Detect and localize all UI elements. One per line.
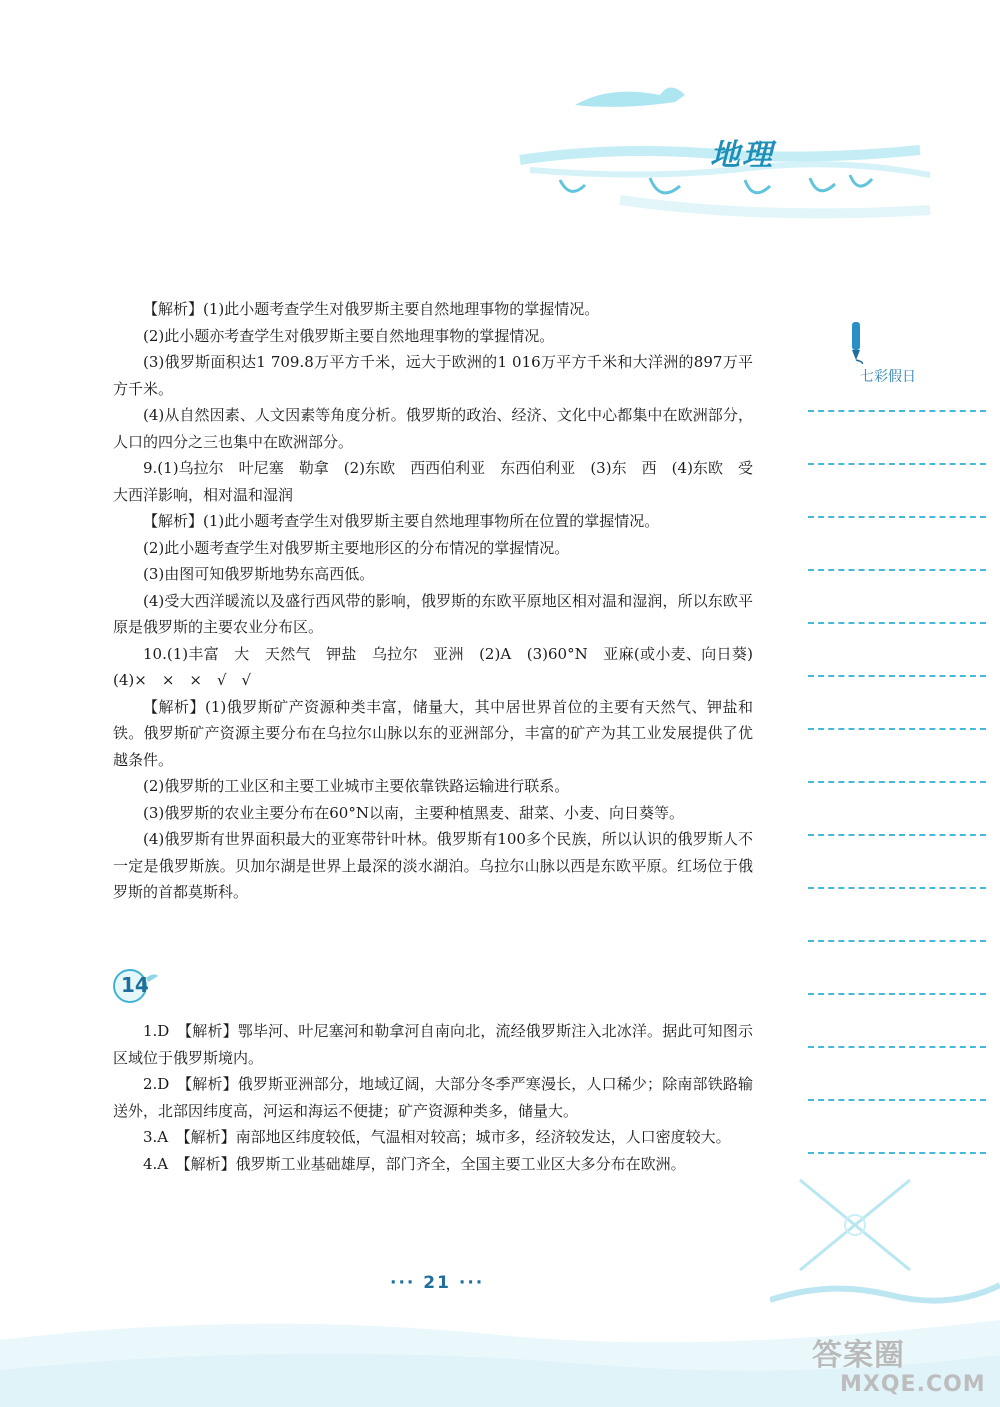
note-line (808, 834, 986, 836)
note-line (808, 410, 986, 412)
answer-paragraph: 【解析】(1)此小题考查学生对俄罗斯主要自然地理事物所在位置的掌握情况。 (143, 512, 660, 530)
answer-paragraph: 2.D 【解析】俄罗斯亚洲部分，地域辽阔，大部分冬季严寒漫长，人口稀少；除南部铁路输送外，北部因纬度高，河运和海运不便捷；矿产资源种类多，储量大。 (113, 1075, 753, 1120)
note-line (808, 516, 986, 518)
page-number: ··· 21 ··· (390, 1273, 485, 1293)
note-line (808, 940, 986, 942)
answer-paragraph: 3.A 【解析】南部地区纬度较低，气温相对较高；城市多，经济较发达，人口密度较大。 (143, 1128, 731, 1146)
note-line (808, 781, 986, 783)
answer-paragraph: 【解析】(1)此小题考查学生对俄罗斯主要自然地理事物的掌握情况。 (143, 300, 600, 318)
note-line (808, 993, 986, 995)
answer-paragraph: (4)俄罗斯有世界面积最大的亚寒带针叶林。俄罗斯有100多个民族，所以认识的俄罗斯人不一定是俄罗斯族。贝加尔湖是世界上最深的淡水湖泊。乌拉尔山脉以西是东欧平原。红场位于俄罗斯的首都莫斯科。 (113, 830, 753, 901)
note-line (808, 675, 986, 677)
note-line (808, 463, 986, 465)
answer-paragraph: 4.A 【解析】俄罗斯工业基础雄厚，部门齐全，全国主要工业区大多分布在欧洲。 (143, 1154, 686, 1173)
brand-label: 七彩假日 (860, 369, 916, 385)
note-line (808, 1152, 986, 1154)
pen-icon (846, 320, 866, 364)
note-line (808, 1099, 986, 1101)
answer-paragraph: (3)俄罗斯的农业主要分布在60°N以南，主要种植黑麦、甜菜、小麦、向日葵等。 (143, 803, 684, 822)
note-line (808, 887, 986, 889)
note-line (808, 728, 986, 730)
note-line (808, 1046, 986, 1048)
section-number: 14 (121, 973, 149, 997)
answer-paragraph: (4)受大西洋暖流以及盛行西风带的影响，俄罗斯的东欧平原地区相对温和湿润，所以东欧平原是俄罗斯的主要农业分布区。 (113, 591, 753, 636)
note-line (808, 622, 986, 624)
answer-paragraph: 1.D 【解析】鄂毕河、叶尼塞河和勒拿河自南向北，流经俄罗斯注入北冰洋。据此可知图示区域位于俄罗斯境内。 (113, 1022, 753, 1067)
answer-paragraph: (3)由图可知俄罗斯地势东高西低。 (143, 565, 375, 583)
answer-paragraph: (2)此小题亦考查学生对俄罗斯主要自然地理事物的掌握情况。 (143, 326, 555, 345)
answer-paragraph: (2)俄罗斯的工业区和主要工业城市主要依靠铁路运输进行联系。 (143, 777, 570, 795)
answer-paragraph: 【解析】(1)俄罗斯矿产资源种类丰富，储量大，其中居世界首位的主要有天然气、钾盐和铁。俄罗斯矿产资源主要分布在乌拉尔山脉以东的亚洲部分，丰富的矿产为其工业发展提供了优越条件。 (113, 697, 753, 769)
answer-paragraph: 9.(1)乌拉尔 叶尼塞 勒拿 (2)东欧 西西伯利亚 东西伯利亚 (3)东 西 (4)东欧 受大西洋影响，相对温和湿润 (113, 459, 753, 504)
answer-paragraph: (2)此小题考查学生对俄罗斯主要地形区的分布情况的掌握情况。 (143, 538, 570, 557)
section-13-answers (113, 296, 769, 906)
watermark: 答案圈 (812, 1338, 905, 1373)
answer-paragraph: 10.(1)丰富 大 天然气 钾盐 乌拉尔 亚洲 (2)A (3)60°N 亚麻(或小麦、向日葵) (4)× × × √ √ (113, 644, 769, 689)
section-14-answers (113, 1018, 753, 1177)
note-line (808, 569, 986, 571)
watermark-url: MXQE.COM (840, 1372, 986, 1397)
subject-title: 地理 (710, 138, 774, 173)
answer-paragraph: (3)俄罗斯面积达1 709.8万平方千米，远大于欧洲的1 016万平方千米和大洋洲的897万平方千米。 (113, 353, 753, 398)
answer-paragraph: (4)从自然因素、人文因素等角度分析。俄罗斯的政治、经济、文化中心都集中在欧洲部分，人口的四分之三也集中在欧洲部分。 (113, 406, 753, 451)
